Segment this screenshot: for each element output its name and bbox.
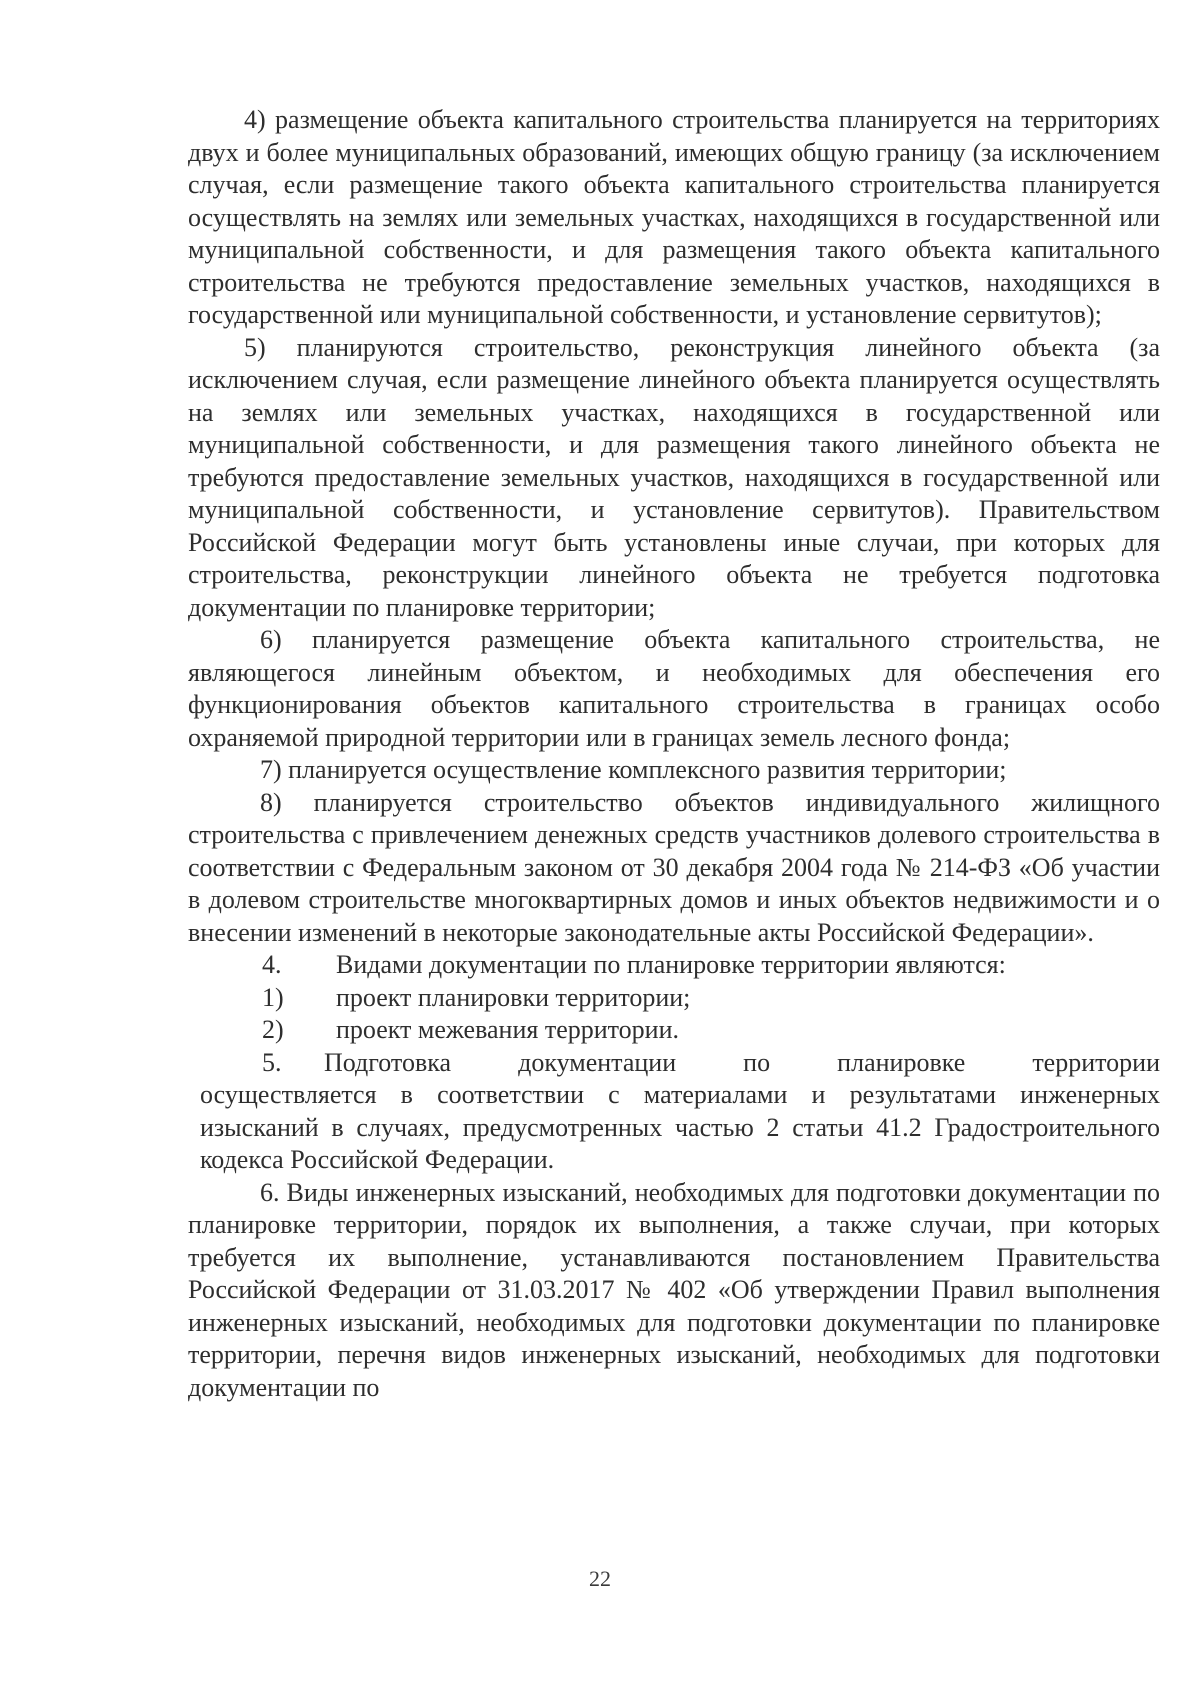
clause-5	[188, 1047, 1160, 1177]
paragraph-item-5: 5) планируются строительство, реконструкция линейного объекта (за исключением случая, если размещение линейного объекта планируется осуществлять на землях или земельных участках, находящихся в государственной или муниципальной собственности, и для размещения такого линейного объекта не требуются предоставление земельных участков, находящихся в государственной или муниципальной собственности, и установление сервитутов). Правительством Российской Федерации могут быть установлены иные случаи, при которых для строительства, реконструкции линейного объекта не требуется подготовка документации по планировке территории;	[188, 332, 1160, 622]
clause-4-text: Видами документации по планировке территории являются:	[336, 950, 1006, 979]
clause-5-number: 5.	[262, 1047, 282, 1077]
clause-4	[188, 949, 1160, 982]
paragraph-item-7: 7) планируется осуществление комплексного развития территории;	[260, 755, 1007, 784]
document-page	[188, 104, 1160, 1404]
subitem-1-text: проект планировки территории;	[336, 982, 691, 1012]
subitem-2-number: 2)	[262, 1015, 284, 1044]
page-number: 22	[589, 1566, 611, 1591]
clause-4-number: 4.	[262, 950, 282, 979]
subitem-1-number: 1)	[262, 982, 284, 1012]
subitem-2-text: проект межевания территории.	[336, 1015, 680, 1044]
paragraph-item-8: 8) планируется строительство объектов индивидуального жилищного строительства с привлечением денежных средств участников долевого строительства в соответствии с Федеральным законом от 30 декабря 2004 года № 214-ФЗ «Об участии в долевом строительстве многоквартирных домов и иных объектов недвижимости и о внесении изменений в некоторые законодательные акты Российской Федерации».	[188, 787, 1160, 947]
paragraph-item-6: 6) планируется размещение объекта капитального строительства, не являющегося линейным объектом, и необходимых для обеспечения его функционирования объектов капитального строительства в границах особо охраняемой природной территории или в границах земель лесного фонда;	[188, 625, 1160, 752]
clause-5-lead-line	[188, 1047, 1160, 1080]
clause-6: 6. Виды инженерных изысканий, необходимых для подготовки документации по планировке территории, порядок их выполнения, а также случаи, при которых требуется их выполнение, устанавливаются постановлением Правительства Российской Федерации от 31.03.2017 № 402 «Об утверждении Правил выполнения инженерных изысканий, необходимых для подготовки документации по планировке территории, перечня видов инженерных изысканий, необходимых для подготовки документации по	[188, 1177, 1160, 1402]
clause-5-lead-text: Подготовка документации по планировке территории	[324, 1047, 1160, 1077]
clause-5-text: осуществляется в соответствии с материалами и результатами инженерных изысканий в случаях, предусмотренных частью 2 статьи 41.2 Градостроительного кодекса Российской Федерации.	[200, 1080, 1160, 1174]
subitem-1	[188, 982, 1160, 1015]
subitem-2	[188, 1014, 1160, 1047]
paragraph-item-4: 4) размещение объекта капитального строительства планируется на территориях двух и более муниципальных образований, имеющих общую границу (за исключением случая, если размещение такого объекта капитального строительства планируется осуществлять на землях или земельных участках, находящихся в государственной или муниципальной собственности, и для размещения такого объекта капитального строительства не требуются предоставление земельных участков, находящихся в государственной или муниципальной собственности, и установление сервитутов);	[188, 105, 1160, 329]
